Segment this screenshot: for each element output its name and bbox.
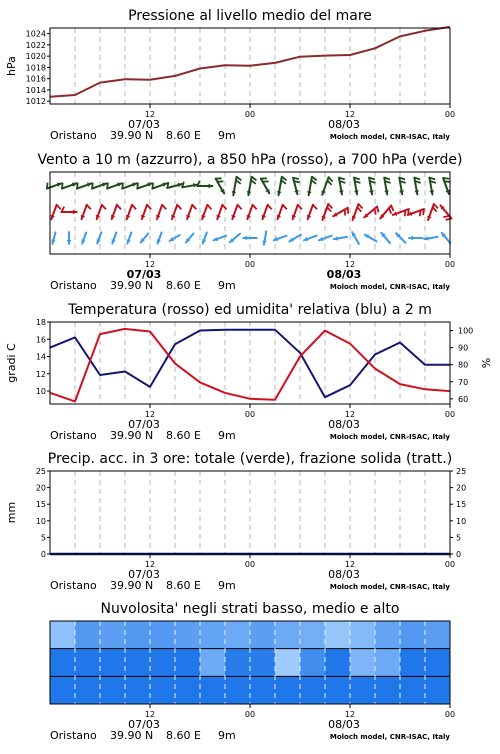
cloud-cell-alto [400, 621, 426, 649]
wind-arrow-10m [230, 234, 240, 243]
wind-arrow-850hpa [156, 205, 166, 219]
panel-2-xtick-hour: 12 [345, 410, 355, 419]
wind-arrow-850hpa [186, 205, 196, 219]
wind-arrow-700hpa [354, 178, 360, 195]
wind-arrow-700hpa [92, 183, 106, 189]
cloud-cell-medio [175, 649, 201, 677]
location-name: Oristano [50, 579, 97, 592]
wind-barb [328, 204, 332, 208]
panel-2-xtick-date: 07/03 [128, 418, 160, 431]
panel-3-ytick-right-label: 15 [456, 500, 466, 509]
panel-2-title: Temperatura (rosso) ed umidita' relativa (blu) a 2 m [67, 302, 432, 318]
wind-barb [391, 205, 393, 211]
wind-arrow-700hpa [137, 183, 151, 189]
wind-arrow-700hpa [384, 178, 390, 195]
wind-arrow-850hpa [427, 204, 438, 220]
wind-arrow-850hpa [380, 205, 393, 218]
wind-arrow-850hpa [126, 205, 136, 219]
cloud-cell-basso [225, 676, 251, 704]
panel-3-ytick-label: 0 [41, 550, 46, 559]
cloud-cell-basso [125, 676, 151, 704]
wind-arrow-700hpa [152, 183, 166, 189]
model-credit: Moloch model, CNR-ISAC, Italy [330, 133, 451, 141]
cloud-cell-medio [425, 649, 451, 677]
wind-barb [252, 177, 257, 181]
location-elev: 9m [218, 429, 236, 442]
cloud-cell-alto [200, 621, 226, 649]
cloud-cell-alto [75, 621, 101, 649]
wind-barb [433, 207, 437, 211]
wind-arrow-10m [274, 236, 287, 241]
panel-2-ytick-label: 10 [36, 387, 46, 396]
cloud-cell-alto [350, 621, 376, 649]
cloud-cell-basso [300, 676, 326, 704]
panel-2-ytick-label: 12 [36, 370, 46, 379]
wind-arrow-10m [111, 232, 116, 243]
cloud-cell-medio [100, 649, 126, 677]
panel-0-ytick-label: 1020 [26, 52, 46, 61]
panel-1-xtick-hour: 12 [145, 260, 155, 269]
wind-arrow-700hpa [232, 177, 242, 195]
cloud-cell-medio [400, 649, 426, 677]
wind-barb [420, 210, 421, 216]
location-lat: 39.90 N [110, 129, 153, 142]
panel-3-ytick-right-label: 5 [456, 533, 461, 542]
wind-barb [443, 216, 449, 217]
wind-barb [57, 205, 61, 209]
model-credit: Moloch model, CNR-ISAC, Italy [330, 433, 451, 441]
wind-barb [47, 183, 48, 189]
wind-arrow-10m [334, 236, 347, 241]
wind-barb [377, 207, 378, 213]
cloud-cell-alto [50, 621, 76, 649]
location-elev: 9m [218, 579, 236, 592]
panel-0-ylabel: hPa [5, 56, 18, 76]
location-elev: 9m [218, 279, 236, 292]
wind-arrow-700hpa [62, 183, 76, 189]
cloud-cell-medio [75, 649, 101, 677]
cloud-cell-alto [425, 621, 451, 649]
panel-2-ytick-right-label: 60 [458, 395, 468, 404]
wind-barb [137, 183, 138, 189]
location-name: Oristano [50, 129, 97, 142]
panel-3-xtick-date: 07/03 [128, 568, 160, 581]
panel-4-xtick-date: 07/03 [128, 718, 160, 731]
location-name: Oristano [50, 429, 97, 442]
wind-barb [329, 177, 333, 181]
panel-3-ytick-label: 20 [36, 484, 46, 493]
location-lon: 8.60 E [166, 579, 201, 592]
location-lon: 8.60 E [166, 729, 201, 742]
wind-arrow-10m [202, 232, 207, 243]
model-credit: Moloch model, CNR-ISAC, Italy [330, 283, 451, 291]
wind-barb [237, 177, 242, 181]
wind-barb [162, 205, 166, 209]
panel-2-xtick-hour: 00 [245, 410, 255, 419]
panel-0-ytick-label: 1022 [26, 41, 46, 50]
panel-0-xtick-hour: 12 [145, 110, 155, 119]
cloud-cell-medio [50, 649, 76, 677]
panel-4-xtick-hour: 00 [445, 710, 455, 719]
wind-barb [147, 205, 151, 209]
cloud-cell-alto [100, 621, 126, 649]
cloud-cell-alto [125, 621, 151, 649]
panel-0-ytick-label: 1018 [26, 63, 46, 72]
cloud-cell-basso [175, 676, 201, 704]
cloud-cell-basso [75, 676, 101, 704]
panel-3-title: Precip. acc. in 3 ore: totale (verde), frazione solida (tratt.) [48, 451, 452, 467]
cloud-cell-basso [200, 676, 226, 704]
location-name: Oristano [50, 729, 97, 742]
wind-arrow-850hpa [231, 205, 241, 219]
panel-3-ytick-right-label: 10 [456, 517, 466, 526]
panel-4-title: Nuvolosita' negli strati basso, medio e alto [101, 601, 400, 617]
wind-barb [423, 209, 424, 215]
wind-barb [167, 182, 168, 188]
cloud-cell-medio [300, 649, 326, 677]
location-elev: 9m [218, 129, 236, 142]
wind-barb [77, 183, 78, 189]
cloud-cell-medio [225, 649, 251, 677]
panel-1-xtick-date: 07/03 [127, 268, 162, 281]
cloud-cell-medio [350, 649, 376, 677]
panel-3-xtick-hour: 00 [445, 560, 455, 569]
wind-arrow-700hpa [307, 177, 317, 195]
wind-barb [253, 205, 257, 209]
wind-arrow-10m [96, 232, 101, 243]
wind-arrow-10m [157, 232, 162, 243]
wind-barb [358, 204, 362, 208]
wind-arrow-850hpa [322, 204, 333, 220]
panel-0-title: Pressione al livello medio del mare [128, 8, 372, 24]
model-credit: Moloch model, CNR-ISAC, Italy [330, 583, 451, 591]
wind-arrow-10m [381, 233, 390, 243]
wind-arrow-850hpa [277, 205, 287, 219]
wind-arrow-10m [81, 232, 86, 243]
wind-arrow-10m [141, 233, 149, 242]
location-elev: 9m [218, 729, 236, 742]
wind-arrow-850hpa [333, 208, 348, 217]
location-lat: 39.90 N [110, 579, 153, 592]
cloud-cell-basso [350, 676, 376, 704]
location-lat: 39.90 N [110, 429, 153, 442]
wind-barb [281, 180, 286, 184]
wind-arrow-10m [127, 232, 132, 243]
wind-arrow-700hpa [414, 178, 420, 195]
wind-barb [327, 207, 331, 211]
panel-0-xtick-hour: 00 [245, 110, 255, 119]
panel-1-xtick-hour: 12 [345, 260, 355, 269]
wind-barb [446, 219, 452, 220]
wind-barb [152, 183, 153, 189]
wind-barb [357, 207, 361, 211]
cloud-cell-basso [325, 676, 351, 704]
cloud-cell-basso [400, 676, 426, 704]
wind-arrow-700hpa [107, 183, 121, 189]
panel-1-xtick-hour: 00 [245, 260, 255, 269]
wind-barb [311, 180, 316, 184]
wind-arrow-head [243, 236, 247, 241]
wind-barb [177, 205, 181, 209]
panel-3-ylabel: mm [5, 502, 18, 523]
wind-barb [443, 178, 449, 179]
wind-arrow-850hpa [96, 205, 106, 219]
cloud-cell-basso [100, 676, 126, 704]
panel-3-xtick-hour: 00 [245, 560, 255, 569]
cloud-cell-medio [375, 649, 401, 677]
cloud-cell-basso [50, 676, 76, 704]
panel-2-ytick-label: 14 [36, 353, 46, 362]
panel-3-ytick-right-label: 0 [456, 550, 461, 559]
wind-barb [444, 181, 450, 182]
panel-3-ytick-label: 10 [36, 517, 46, 526]
wind-barb [389, 208, 391, 214]
panel-3-ytick-label: 5 [41, 533, 46, 542]
wind-arrow-10m [214, 236, 227, 241]
wind-barb [122, 183, 123, 189]
panel-3-ytick-right-label: 20 [456, 484, 466, 493]
panel-3-ytick-label: 25 [36, 467, 46, 476]
wind-barb [405, 210, 406, 216]
panel-4-xtick-date: 08/03 [328, 718, 360, 731]
cloud-cell-basso [150, 676, 176, 704]
model-credit: Moloch model, CNR-ISAC, Italy [330, 733, 451, 741]
wind-arrow-850hpa [111, 205, 121, 219]
cloud-cell-alto [325, 621, 351, 649]
wind-arrow-10m [304, 236, 317, 241]
wind-arrow-850hpa [262, 205, 272, 219]
wind-barb [434, 204, 438, 208]
panel-3-ytick-label: 15 [36, 500, 46, 509]
cloud-cell-alto [375, 621, 401, 649]
cloud-cell-alto [175, 621, 201, 649]
panel-0-ytick-label: 1014 [26, 86, 46, 95]
wind-barb [236, 180, 241, 184]
wind-arrow-10m [396, 233, 406, 243]
wind-arrow-head [67, 240, 72, 244]
location-lat: 39.90 N [110, 279, 153, 292]
panel-2-xtick-date: 08/03 [328, 418, 360, 431]
cloud-cell-medio [150, 649, 176, 677]
cloud-cell-basso [275, 676, 301, 704]
temperature-line [50, 329, 450, 402]
wind-barb [192, 205, 196, 209]
wind-arrow-850hpa [81, 205, 91, 219]
wind-arrow-10m [409, 236, 423, 241]
panel-0-xtick-hour: 00 [445, 110, 455, 119]
wind-arrow-10m [51, 232, 55, 243]
panel-2-ytick-right-label: 100 [458, 327, 473, 336]
wind-barb [107, 183, 108, 189]
panel-2-ylabel-right: % [480, 358, 493, 368]
panel-2-xtick-hour: 00 [445, 410, 455, 419]
wind-arrow-700hpa [122, 183, 136, 189]
wind-arrow-700hpa [216, 178, 225, 193]
wind-barb [87, 205, 91, 209]
wind-barb [207, 205, 211, 209]
wind-barb [117, 205, 121, 209]
location-lon: 8.60 E [166, 429, 201, 442]
wind-arrow-10m [67, 232, 72, 244]
cloud-cell-medio [250, 649, 276, 677]
panel-0-ytick-label: 1012 [26, 97, 46, 106]
panel-3-xtick-hour: 12 [145, 560, 155, 569]
wind-barb [374, 209, 375, 215]
wind-arrow-head [209, 184, 213, 189]
wind-barb [102, 205, 106, 209]
wind-barb [132, 205, 136, 209]
wind-arrow-850hpa [352, 204, 363, 220]
wind-arrow-700hpa [321, 177, 332, 195]
wind-arrow-700hpa [261, 178, 270, 193]
cloud-cell-medio [325, 649, 351, 677]
wind-arrow-700hpa [247, 177, 257, 195]
location-lat: 39.90 N [110, 729, 153, 742]
panel-4-xtick-hour: 00 [245, 710, 255, 719]
panel-3-ytick-right-label: 25 [456, 467, 466, 476]
panel-0-xtick-hour: 12 [345, 110, 355, 119]
wind-arrow-10m [352, 232, 359, 244]
cloud-cell-basso [425, 676, 451, 704]
wind-arrow-700hpa [399, 178, 405, 195]
cloud-cell-medio [275, 649, 301, 677]
location-lon: 8.60 E [166, 279, 201, 292]
wind-barb [327, 180, 331, 184]
panel-2-xtick-hour: 12 [145, 410, 155, 419]
wind-barb [294, 181, 300, 182]
cloud-cell-medio [125, 649, 151, 677]
panel-1-xtick-date: 08/03 [327, 268, 362, 281]
wind-barb [293, 178, 299, 179]
wind-arrow-850hpa [393, 209, 409, 216]
cloud-cell-alto [300, 621, 326, 649]
wind-barb [238, 205, 242, 209]
panel-0-ytick-label: 1016 [26, 75, 46, 84]
panel-0-ytick-label: 1024 [26, 30, 46, 39]
wind-arrow-10m [442, 233, 451, 243]
wind-arrow-10m [186, 233, 194, 242]
wind-arrow-700hpa [277, 177, 287, 195]
cloud-cell-alto [250, 621, 276, 649]
cloud-cell-alto [275, 621, 301, 649]
cloud-cell-alto [150, 621, 176, 649]
panel-0-xtick-date: 08/03 [328, 118, 360, 131]
panel-2-ytick-right-label: 80 [458, 361, 468, 370]
panel-4-xtick-hour: 12 [345, 710, 355, 719]
cloud-cell-medio [200, 649, 226, 677]
cloud-cell-alto [225, 621, 251, 649]
cloud-cell-basso [375, 676, 401, 704]
wind-arrow-700hpa [429, 178, 435, 195]
wind-arrow-850hpa [247, 205, 257, 219]
panel-0-xtick-date: 07/03 [128, 118, 160, 131]
panel-3-xtick-date: 08/03 [328, 568, 360, 581]
location-name: Oristano [50, 279, 97, 292]
wind-arrow-700hpa [339, 178, 345, 195]
wind-arrow-head [409, 236, 413, 241]
wind-barb [268, 205, 272, 209]
panel-2-ytick-right-label: 90 [458, 344, 468, 353]
location-lon: 8.60 E [166, 129, 201, 142]
wind-arrow-700hpa [47, 183, 61, 189]
panel-2-ylabel: gradi C [5, 343, 18, 383]
wind-barb [282, 177, 287, 181]
wind-barb [312, 177, 317, 181]
wind-arrow-850hpa [307, 205, 317, 219]
panel-3-xtick-hour: 12 [345, 560, 355, 569]
panel-1-title: Vento a 10 m (azzurro), a 850 hPa (rosso), a 700 hPa (verde) [37, 152, 462, 168]
wind-arrow-850hpa [364, 207, 378, 218]
panel-2-ytick-label: 18 [36, 318, 46, 327]
wind-arrow-700hpa [293, 178, 300, 194]
wind-barb [251, 180, 256, 184]
panel-2-ytick-right-label: 70 [458, 378, 468, 387]
wind-arrow-10m [289, 235, 301, 242]
wind-arrow-850hpa [61, 207, 76, 215]
wind-arrow-850hpa [201, 205, 211, 219]
wind-barb [313, 205, 317, 209]
panel-4-xtick-hour: 12 [145, 710, 155, 719]
wind-barb [92, 183, 93, 189]
wind-arrow-850hpa [51, 205, 61, 219]
wind-arrow-700hpa [182, 182, 197, 188]
wind-barb [283, 205, 287, 209]
wind-arrow-850hpa [408, 209, 424, 216]
panel-2-ytick-label: 16 [36, 335, 46, 344]
wind-arrow-700hpa [443, 178, 450, 194]
wind-barb [62, 183, 63, 189]
wind-arrow-10m [262, 231, 267, 244]
panel-1-xtick-hour: 00 [445, 260, 455, 269]
cloud-cell-basso [250, 676, 276, 704]
wind-arrow-700hpa [197, 181, 212, 189]
wind-arrow-850hpa [171, 205, 181, 219]
wind-arrow-10m [424, 236, 437, 241]
wind-arrow-700hpa [77, 183, 91, 189]
